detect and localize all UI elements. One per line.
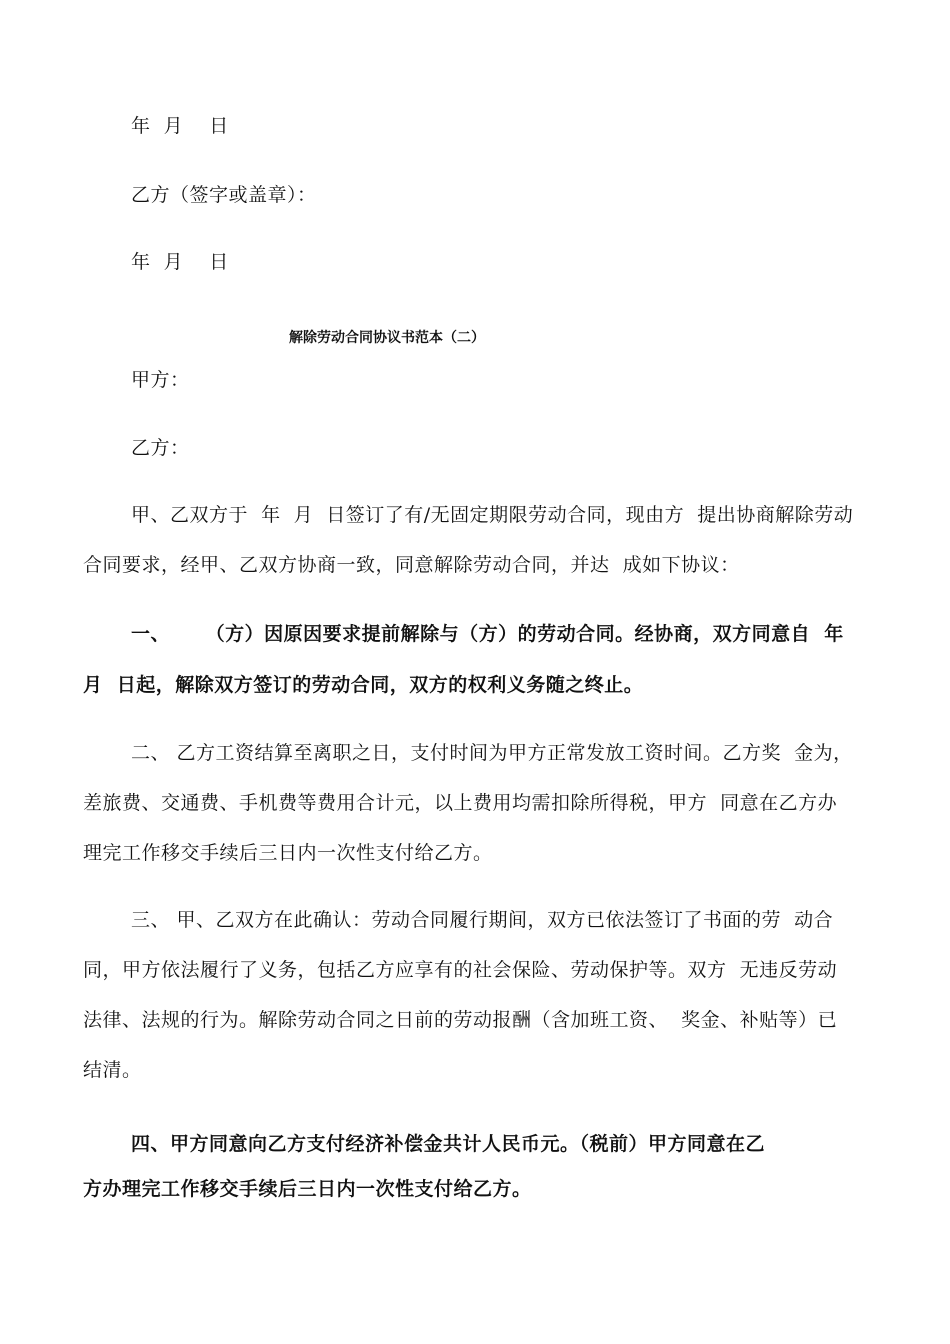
clause-3-line: 同，甲方依法履行了义务，包括乙方应享有的社会保险、劳动保护等。双方 无违反劳动 [83, 959, 838, 981]
clause-1-line: 一、 （方）因原因要求提前解除与（方）的劳动合同。经协商，双方同意自 年 [131, 623, 844, 645]
party-b-signature-line: 乙方（签字或盖章）： [131, 184, 317, 206]
clause-2-line: 差旅费、交通费、手机费等费用合计元，以上费用均需扣除所得税，甲方 同意在乙方办 [83, 792, 838, 814]
intro-line: 甲、乙双方于 年 月 日签订了有/无固定期限劳动合同，现由方 提出协商解除劳动 [131, 504, 854, 526]
clause-4-line: 方办理完工作移交手续后三日内一次性支付给乙方。 [83, 1178, 532, 1200]
agreement-title: 解除劳动合同协议书范本（二） [289, 330, 485, 346]
intro-line: 合同要求，经甲、乙双方协商一致，同意解除劳动合同，并达 成如下协议： [83, 554, 740, 576]
clause-3-line: 结清。 [83, 1059, 142, 1081]
clause-4-line: 四、甲方同意向乙方支付经济补偿金共计人民币元。（税前）甲方同意在乙 [131, 1133, 766, 1155]
date-line-1: 年 月 日 [131, 115, 229, 137]
clause-2-line: 理完工作移交手续后三日内一次性支付给乙方。 [83, 842, 493, 864]
date-line-2: 年 月 日 [131, 251, 229, 273]
clause-3-line: 法律、法规的行为。解除劳动合同之日前的劳动报酬（含加班工资、 奖金、补贴等）已 [83, 1009, 838, 1031]
party-b-line: 乙方： [131, 437, 190, 459]
clause-2-line: 二、 乙方工资结算至离职之日，支付时间为甲方正常发放工资时间。乙方奖 金为， [131, 742, 853, 764]
clause-1-line: 月 日起，解除双方签订的劳动合同，双方的权利义务随之终止。 [83, 674, 644, 696]
clause-3-line: 三、 甲、乙双方在此确认：劳动合同履行期间，双方已依法签订了书面的劳 动合 [131, 909, 834, 931]
party-a-line: 甲方： [131, 369, 190, 391]
